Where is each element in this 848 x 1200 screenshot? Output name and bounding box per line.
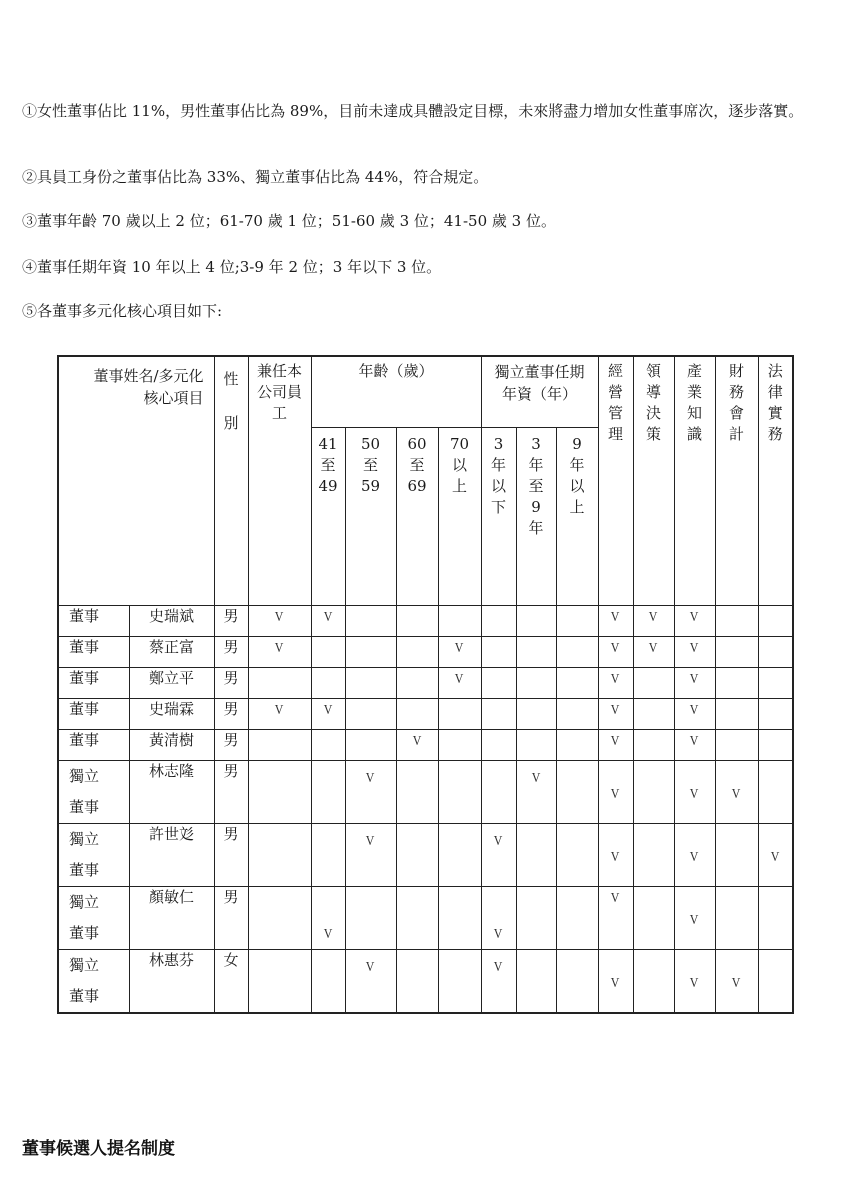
- age-60-69-mark: [396, 886, 438, 949]
- director-name: [129, 949, 214, 1013]
- table-row: [58, 886, 793, 949]
- director-gender-text: 男: [223, 699, 239, 718]
- director-role: [58, 760, 129, 823]
- age-50-59-mark: [345, 729, 396, 760]
- tenure-3-9-mark: [516, 636, 556, 667]
- skill-management-mark-text: V: [611, 890, 620, 906]
- tenure-over-9-mark: [556, 823, 598, 886]
- header-age-70-plus: 70以上: [438, 427, 481, 605]
- age-70-plus-mark: [438, 823, 481, 886]
- director-gender: [214, 605, 248, 636]
- age-60-69-mark: [396, 949, 438, 1013]
- director-role: [58, 698, 129, 729]
- skill-industry-mark: [674, 636, 715, 667]
- director-role-text: 獨立董事: [69, 829, 100, 879]
- header-age-41-49: 41至49: [311, 427, 345, 605]
- skill-legal-mark: [758, 823, 793, 886]
- skill-leadership-mark: [633, 949, 674, 1013]
- director-name-text: 林惠芬: [148, 950, 194, 969]
- skill-management-mark: [598, 698, 633, 729]
- tenure-under-3-mark: [481, 729, 516, 760]
- director-name-text: 鄭立平: [148, 668, 194, 687]
- skill-management-mark: [598, 760, 633, 823]
- skill-industry-mark-text: V: [690, 733, 699, 749]
- skill-legal-mark: [758, 760, 793, 823]
- director-role: [58, 667, 129, 698]
- director-role-text: 獨立董事: [69, 955, 100, 1005]
- age-41-49-mark: [311, 636, 345, 667]
- director-role: [58, 636, 129, 667]
- age-60-69-mark: [396, 823, 438, 886]
- tenure-under-3-mark-text: V: [494, 926, 503, 942]
- employee-mark: [248, 729, 311, 760]
- director-gender: [214, 636, 248, 667]
- director-name-text: 林志隆: [148, 761, 194, 780]
- tenure-over-9-mark: [556, 636, 598, 667]
- age-50-59-mark: [345, 949, 396, 1013]
- table-row: [58, 949, 793, 1013]
- director-gender-text: 男: [223, 761, 239, 780]
- age-60-69-mark: [396, 605, 438, 636]
- age-70-plus-mark: [438, 886, 481, 949]
- skill-finance-mark: [715, 949, 758, 1013]
- director-gender: [214, 667, 248, 698]
- director-role: [58, 949, 129, 1013]
- age-60-69-mark: [396, 667, 438, 698]
- age-41-49-mark: [311, 698, 345, 729]
- director-role: [58, 886, 129, 949]
- skill-finance-mark: [715, 698, 758, 729]
- skill-leadership-mark: [633, 823, 674, 886]
- skill-industry-mark: [674, 667, 715, 698]
- director-gender: [214, 886, 248, 949]
- skill-industry-mark-text: V: [690, 609, 699, 625]
- employee-mark: [248, 698, 311, 729]
- tenure-over-9-mark: [556, 667, 598, 698]
- employee-mark: [248, 949, 311, 1013]
- tenure-3-9-mark: [516, 605, 556, 636]
- tenure-3-9-mark: [516, 823, 556, 886]
- age-41-49-mark: [311, 949, 345, 1013]
- tenure-over-9-mark: [556, 949, 598, 1013]
- age-41-49-mark: [311, 886, 345, 949]
- tenure-3-9-mark: [516, 667, 556, 698]
- skill-industry-mark-text: V: [690, 671, 699, 687]
- section-heading: 董事候選人提名制度: [22, 1139, 175, 1159]
- skill-legal-mark: [758, 605, 793, 636]
- tenure-3-9-mark-text: V: [531, 770, 541, 786]
- skill-finance-mark-text: V: [732, 786, 741, 802]
- director-role-text: 董事: [69, 606, 100, 625]
- table-header: [58, 356, 793, 605]
- tenure-under-3-mark: [481, 667, 516, 698]
- age-41-49-mark: [311, 729, 345, 760]
- director-role-text: 獨立董事: [69, 766, 100, 816]
- skill-management-mark: [598, 636, 633, 667]
- header-tenure-3-9: 3年至9年: [516, 427, 556, 605]
- tenure-over-9-mark: [556, 760, 598, 823]
- director-role-text: 董事: [69, 730, 100, 749]
- tenure-3-9-mark: [516, 729, 556, 760]
- paragraph-gender-ratio: ①女性董事佔比 11%，男性董事佔比為 89%，目前未達成具體設定目標，未來將盡力增加女性董事席次，逐步落實。: [22, 102, 804, 120]
- director-name: [129, 760, 214, 823]
- tenure-under-3-mark: [481, 636, 516, 667]
- director-role-text: 董事: [69, 668, 100, 687]
- skill-industry-mark: [674, 949, 715, 1013]
- header-name-col: 董事姓名/多元化核心項目: [58, 356, 214, 605]
- skill-industry-mark-text: V: [690, 702, 699, 718]
- employee-mark: [248, 667, 311, 698]
- age-50-59-mark: [345, 698, 396, 729]
- table-row: [58, 667, 793, 698]
- tenure-3-9-mark: [516, 949, 556, 1013]
- skill-management-mark: [598, 667, 633, 698]
- skill-leadership-mark: [633, 667, 674, 698]
- age-70-plus-mark: [438, 698, 481, 729]
- skill-finance-mark: [715, 636, 758, 667]
- director-name-text: 顏敏仁: [148, 887, 194, 906]
- director-gender-text: 男: [223, 668, 239, 687]
- skill-legal-mark: [758, 886, 793, 949]
- director-gender: [214, 760, 248, 823]
- director-role: [58, 605, 129, 636]
- header-age-group: 年齡（歲）: [311, 356, 481, 427]
- age-50-59-mark: [345, 760, 396, 823]
- header-gender: 性別: [214, 356, 248, 605]
- tenure-under-3-mark: [481, 698, 516, 729]
- employee-mark: [248, 823, 311, 886]
- skill-finance-mark: [715, 667, 758, 698]
- tenure-under-3-mark: [481, 886, 516, 949]
- skill-finance-mark: [715, 729, 758, 760]
- director-gender-text: 男: [223, 730, 239, 749]
- skill-finance-mark: [715, 760, 758, 823]
- skill-legal-mark: [758, 949, 793, 1013]
- age-70-plus-mark: [438, 729, 481, 760]
- paragraph-employee-independent-ratio: ②具員工身份之董事佔比為 33%、獨立董事佔比為 44%，符合規定。: [22, 168, 489, 186]
- age-70-plus-mark-text: V: [455, 671, 464, 687]
- skill-legal-mark: [758, 698, 793, 729]
- skill-leadership-mark: [633, 729, 674, 760]
- age-41-49-mark-text: V: [323, 926, 333, 942]
- header-skill-finance: 財務會計: [715, 356, 758, 605]
- skill-legal-mark: [758, 667, 793, 698]
- skill-management-mark: [598, 823, 633, 886]
- skill-management-mark-text: V: [611, 975, 620, 991]
- skill-finance-mark: [715, 823, 758, 886]
- header-tenure-over-9: 9年以上: [556, 427, 598, 605]
- employee-mark: [248, 636, 311, 667]
- header-employee: 兼任本公司員工: [248, 356, 311, 605]
- skill-management-mark-text: V: [611, 733, 620, 749]
- skill-industry-mark-text: V: [690, 640, 699, 656]
- age-50-59-mark: [345, 636, 396, 667]
- skill-legal-mark: [758, 636, 793, 667]
- tenure-under-3-mark-text: V: [494, 959, 503, 975]
- director-gender: [214, 949, 248, 1013]
- header-skill-industry: 產業知識: [674, 356, 715, 605]
- age-41-49-mark: [311, 667, 345, 698]
- skill-industry-mark-text: V: [690, 975, 699, 991]
- skill-industry-mark-text: V: [690, 912, 699, 928]
- age-70-plus-mark: [438, 636, 481, 667]
- table-row: [58, 823, 793, 886]
- age-60-69-mark-text: V: [412, 733, 422, 749]
- age-41-49-mark-text: V: [323, 702, 333, 718]
- skill-management-mark-text: V: [611, 849, 620, 865]
- director-gender-text: 男: [223, 606, 239, 625]
- skill-legal-mark-text: V: [770, 849, 780, 865]
- header-tenure-under-3: 3年以下: [481, 427, 516, 605]
- skill-leadership-mark: [633, 698, 674, 729]
- header-age-50-59: 50至59: [345, 427, 396, 605]
- director-gender-text: 女: [223, 950, 239, 969]
- skill-industry-mark: [674, 729, 715, 760]
- age-41-49-mark-text: V: [323, 609, 333, 625]
- tenure-over-9-mark: [556, 698, 598, 729]
- age-50-59-mark: [345, 605, 396, 636]
- header-skill-leadership: 領導決策: [633, 356, 674, 605]
- employee-mark: [248, 760, 311, 823]
- paragraph-tenure-distribution: ④董事任期年資 10 年以上 4 位;3-9 年 2 位；3 年以下 3 位。: [22, 258, 442, 276]
- table-row: [58, 636, 793, 667]
- employee-mark-text: V: [275, 609, 284, 625]
- paragraph-diversity-intro: ⑤各董事多元化核心項目如下:: [22, 302, 223, 320]
- tenure-under-3-mark-text: V: [494, 833, 503, 849]
- skill-industry-mark: [674, 760, 715, 823]
- director-gender: [214, 698, 248, 729]
- director-name: [129, 667, 214, 698]
- age-70-plus-mark: [438, 667, 481, 698]
- director-gender: [214, 823, 248, 886]
- skill-management-mark: [598, 949, 633, 1013]
- tenure-3-9-mark: [516, 886, 556, 949]
- header-skill-legal: 法律實務: [758, 356, 793, 605]
- skill-finance-mark: [715, 886, 758, 949]
- skill-finance-mark-text: V: [732, 975, 741, 991]
- director-name: [129, 605, 214, 636]
- skill-management-mark: [598, 729, 633, 760]
- tenure-under-3-mark: [481, 949, 516, 1013]
- table-row: [58, 698, 793, 729]
- tenure-over-9-mark: [556, 605, 598, 636]
- tenure-under-3-mark: [481, 823, 516, 886]
- director-gender-text: 男: [223, 824, 239, 843]
- director-name-text: 黃清樹: [148, 730, 194, 749]
- header-skill-management: 經營管理: [598, 356, 633, 605]
- director-name-text: 許世彣: [148, 824, 194, 843]
- table-row: [58, 729, 793, 760]
- tenure-over-9-mark: [556, 886, 598, 949]
- skill-industry-mark: [674, 698, 715, 729]
- director-gender: [214, 729, 248, 760]
- skill-leadership-mark: [633, 605, 674, 636]
- age-70-plus-mark-text: V: [455, 640, 464, 656]
- tenure-3-9-mark: [516, 760, 556, 823]
- director-name: [129, 823, 214, 886]
- age-70-plus-mark: [438, 760, 481, 823]
- age-60-69-mark: [396, 698, 438, 729]
- age-41-49-mark: [311, 823, 345, 886]
- age-50-59-mark-text: V: [366, 959, 375, 975]
- director-name: [129, 886, 214, 949]
- age-50-59-mark-text: V: [366, 770, 375, 786]
- age-60-69-mark: [396, 760, 438, 823]
- director-role: [58, 823, 129, 886]
- skill-industry-mark-text: V: [690, 786, 699, 802]
- director-name-text: 史瑞斌: [148, 606, 194, 625]
- paragraph-age-distribution: ③董事年齡 70 歲以上 2 位；61-70 歲 1 位；51-60 歲 3 位；41-50 歲 3 位。: [22, 212, 556, 230]
- skill-management-mark-text: V: [611, 786, 620, 802]
- age-41-49-mark: [311, 605, 345, 636]
- director-name-text: 蔡正富: [148, 637, 194, 656]
- age-60-69-mark: [396, 729, 438, 760]
- age-41-49-mark: [311, 760, 345, 823]
- tenure-under-3-mark: [481, 760, 516, 823]
- skill-leadership-mark: [633, 636, 674, 667]
- skill-industry-mark-text: V: [690, 849, 699, 865]
- skill-industry-mark: [674, 886, 715, 949]
- skill-leadership-mark: [633, 886, 674, 949]
- employee-mark: [248, 605, 311, 636]
- skill-management-mark-text: V: [611, 702, 620, 718]
- director-role-text: 董事: [69, 699, 100, 718]
- skill-finance-mark: [715, 605, 758, 636]
- director-gender-text: 男: [223, 637, 239, 656]
- employee-mark-text: V: [275, 640, 284, 656]
- employee-mark: [248, 886, 311, 949]
- director-name-text: 史瑞霖: [148, 699, 194, 718]
- skill-management-mark-text: V: [611, 671, 620, 687]
- age-70-plus-mark: [438, 949, 481, 1013]
- header-age-60-69: 60至69: [396, 427, 438, 605]
- director-role-text: 董事: [69, 637, 100, 656]
- header-tenure-group: 獨立董事任期年資（年）: [481, 356, 598, 427]
- director-name: [129, 698, 214, 729]
- director-role-text: 獨立董事: [69, 892, 100, 942]
- tenure-3-9-mark: [516, 698, 556, 729]
- table-row: [58, 760, 793, 823]
- director-name: [129, 729, 214, 760]
- age-70-plus-mark: [438, 605, 481, 636]
- tenure-over-9-mark: [556, 729, 598, 760]
- director-gender-text: 男: [223, 887, 239, 906]
- age-60-69-mark: [396, 636, 438, 667]
- skill-industry-mark: [674, 823, 715, 886]
- table-body: [58, 605, 793, 1013]
- skill-leadership-mark: [633, 760, 674, 823]
- skill-industry-mark: [674, 605, 715, 636]
- director-name: [129, 636, 214, 667]
- skill-leadership-mark-text: V: [649, 640, 658, 656]
- skill-management-mark: [598, 886, 633, 949]
- board-diversity-table: [57, 355, 794, 1014]
- skill-management-mark-text: V: [611, 640, 620, 656]
- director-role: [58, 729, 129, 760]
- age-50-59-mark: [345, 823, 396, 886]
- skill-legal-mark: [758, 729, 793, 760]
- age-50-59-mark: [345, 667, 396, 698]
- table-row: [58, 605, 793, 636]
- age-50-59-mark: [345, 886, 396, 949]
- skill-leadership-mark-text: V: [649, 609, 658, 625]
- employee-mark-text: V: [275, 702, 284, 718]
- skill-management-mark: [598, 605, 633, 636]
- skill-management-mark-text: V: [611, 609, 620, 625]
- tenure-under-3-mark: [481, 605, 516, 636]
- age-50-59-mark-text: V: [366, 833, 375, 849]
